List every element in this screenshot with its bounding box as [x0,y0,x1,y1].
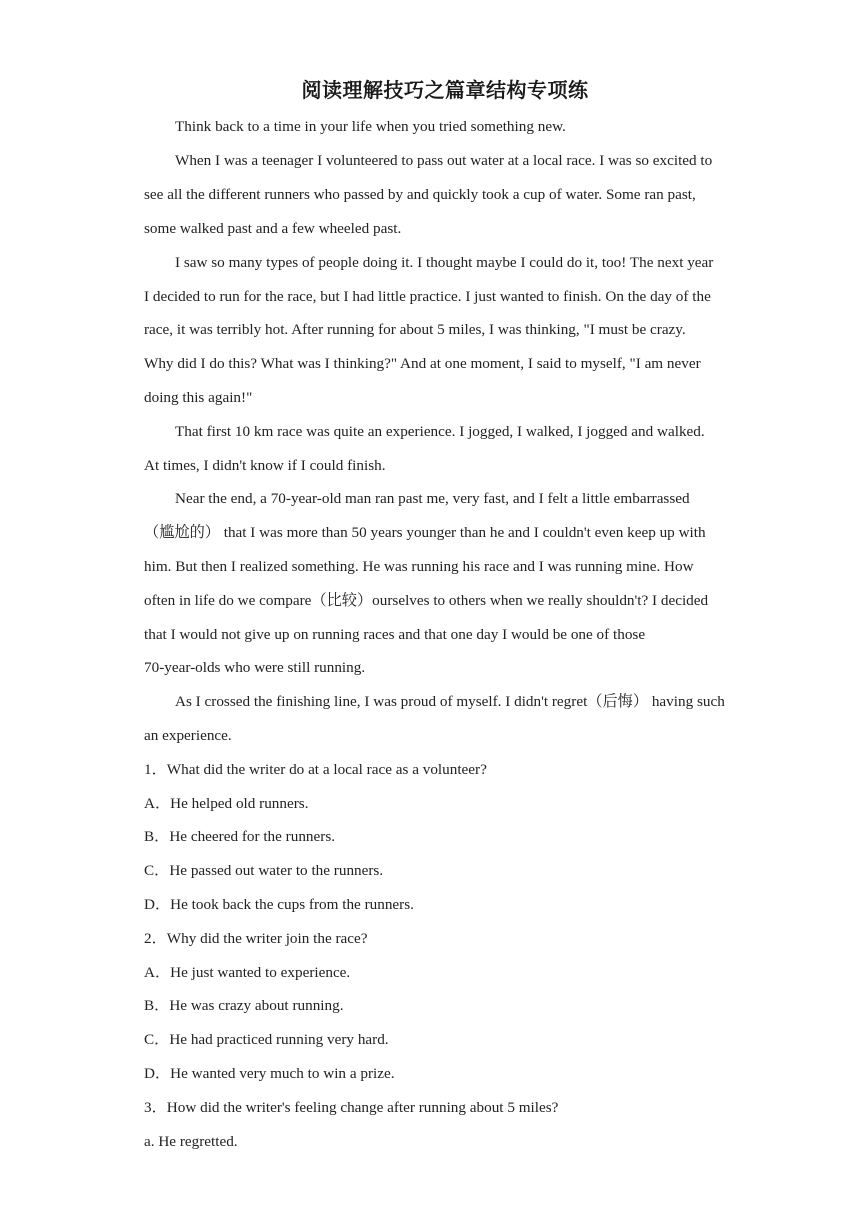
answer-option: a. He regretted. [144,1133,238,1150]
passage-line: Think back to a time in your life when you tried something new. [175,118,566,135]
answer-option: B．He was crazy about running. [144,997,344,1014]
answer-option: D．He wanted very much to win a prize. [144,1065,395,1082]
passage-line: race, it was terribly hot. After running for about 5 miles, I was thinking, "I must be crazy. [144,321,686,338]
answer-option: B．He cheered for the runners. [144,828,336,845]
passage-line: I saw so many types of people doing it. I thought maybe I could do it, too! The next year [175,254,714,271]
answer-option: A．He helped old runners. [144,795,309,812]
passage-line: When I was a teenager I volunteered to pass out water at a local race. I was so excited to [175,152,713,169]
passage-line: That first 10 km race was quite an experience. I jogged, I walked, I jogged and walked. [175,423,705,440]
question-stem: 1．What did the writer do at a local race as a volunteer? [144,761,487,778]
passage-line: I decided to run for the race, but I had little practice. I just wanted to finish. On the day of the [144,288,711,305]
page-title: 阅读理解技巧之篇章结构专项练 [301,78,589,102]
passage-line: some walked past and a few wheeled past. [144,220,402,237]
answer-option: C．He had practiced running very hard. [144,1031,389,1048]
passage-line: （尴尬的） that I was more than 50 years younger than he and I couldn't even keep up with [144,524,706,541]
passage-line: an experience. [144,727,232,744]
passage-line: Why did I do this? What was I thinking?" And at one moment, I said to myself, "I am never [144,355,701,372]
passage-line: see all the different runners who passed by and quickly took a cup of water. Some ran past, [144,186,696,203]
passage-line: As I crossed the finishing line, I was proud of myself. I didn't regret（后悔） having such [175,693,725,710]
answer-option: D．He took back the cups from the runners. [144,896,414,913]
question-stem: 2．Why did the writer join the race? [144,930,368,947]
passage-line: doing this again!" [144,389,253,406]
passage-line: Near the end, a 70-year-old man ran past me, very fast, and I felt a little embarrassed [175,490,690,507]
answer-option: A．He just wanted to experience. [144,964,351,981]
passage-line: At times, I didn't know if I could finish. [144,457,386,474]
passage-line: him. But then I realized something. He was running his race and I was running mine. How [144,558,694,575]
passage-line: 70-year-olds who were still running. [144,659,366,676]
passage-line: often in life do we compare（比较）ourselves to others when we really shouldn't? I decided [144,592,709,609]
question-stem: 3．How did the writer's feeling change after running about 5 miles? [144,1099,559,1116]
passage-line: that I would not give up on running races and that one day I would be one of those [144,626,646,643]
answer-option: C．He passed out water to the runners. [144,862,384,879]
